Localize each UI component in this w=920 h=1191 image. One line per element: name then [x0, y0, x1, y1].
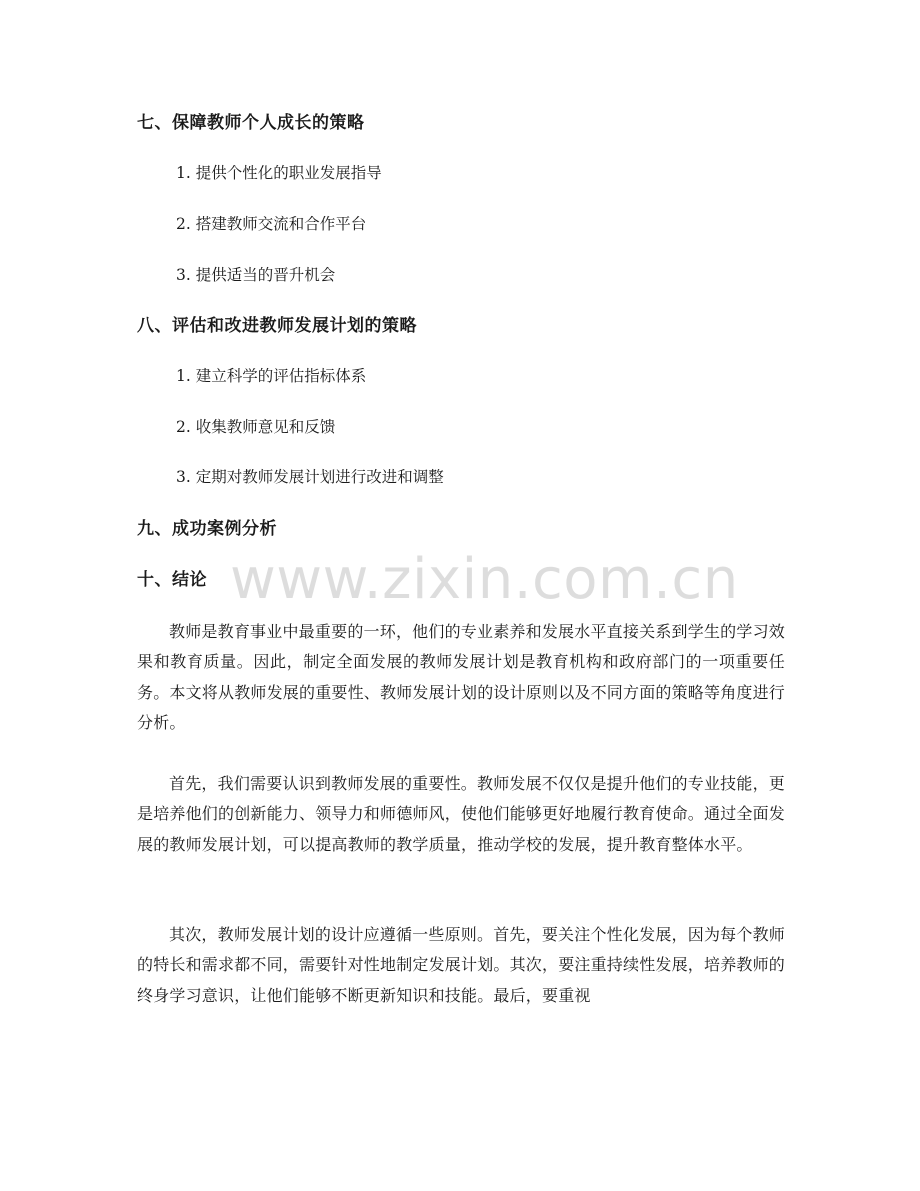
body-paragraph: 教师是教育事业中最重要的一环，他们的专业素养和发展水平直接关系到学生的学习效果和教育质量。因此，制定全面发展的教师发展计划是教育机构和政府部门的一项重要任务。本文将从教师发展的重要性、教师发展计划的设计原则以及不同方面的策略等角度进行分析。: [137, 622, 786, 732]
section-heading-10: 十、结论: [137, 570, 207, 590]
list-item: 2. 搭建教师交流和合作平台: [176, 215, 367, 233]
section-heading-7: 七、保障教师个人成长的策略: [137, 113, 365, 133]
list-item: 1. 提供个性化的职业发展指导: [176, 164, 382, 182]
list-item: 3. 提供适当的晋升机会: [176, 266, 336, 284]
body-paragraph: 首先，我们需要认识到教师发展的重要性。教师发展不仅仅是提升他们的专业技能，更是培养他们的创新能力、领导力和师德师风，使他们能够更好地履行教育使命。通过全面发展的教师发展计划，可以提高教师的教学质量，推动学校的发展，提升教育整体水平。: [137, 774, 786, 854]
list-item: 1. 建立科学的评估指标体系: [176, 367, 367, 385]
body-paragraph: 其次，教师发展计划的设计应遵循一些原则。首先，要关注个性化发展，因为每个教师的特长和需求都不同，需要针对性地制定发展计划。其次，要注重持续性发展，培养教师的终身学习意识，让他们能够不断更新知识和技能。最后，要重视: [137, 925, 786, 1005]
section-heading-8: 八、评估和改进教师发展计划的策略: [137, 316, 417, 336]
section-heading-9: 九、成功案例分析: [137, 519, 277, 539]
list-item: 3. 定期对教师发展计划进行改进和调整: [176, 468, 444, 486]
watermark: www.zixin.com.cn: [230, 547, 739, 612]
list-item: 2. 收集教师意见和反馈: [176, 418, 336, 436]
